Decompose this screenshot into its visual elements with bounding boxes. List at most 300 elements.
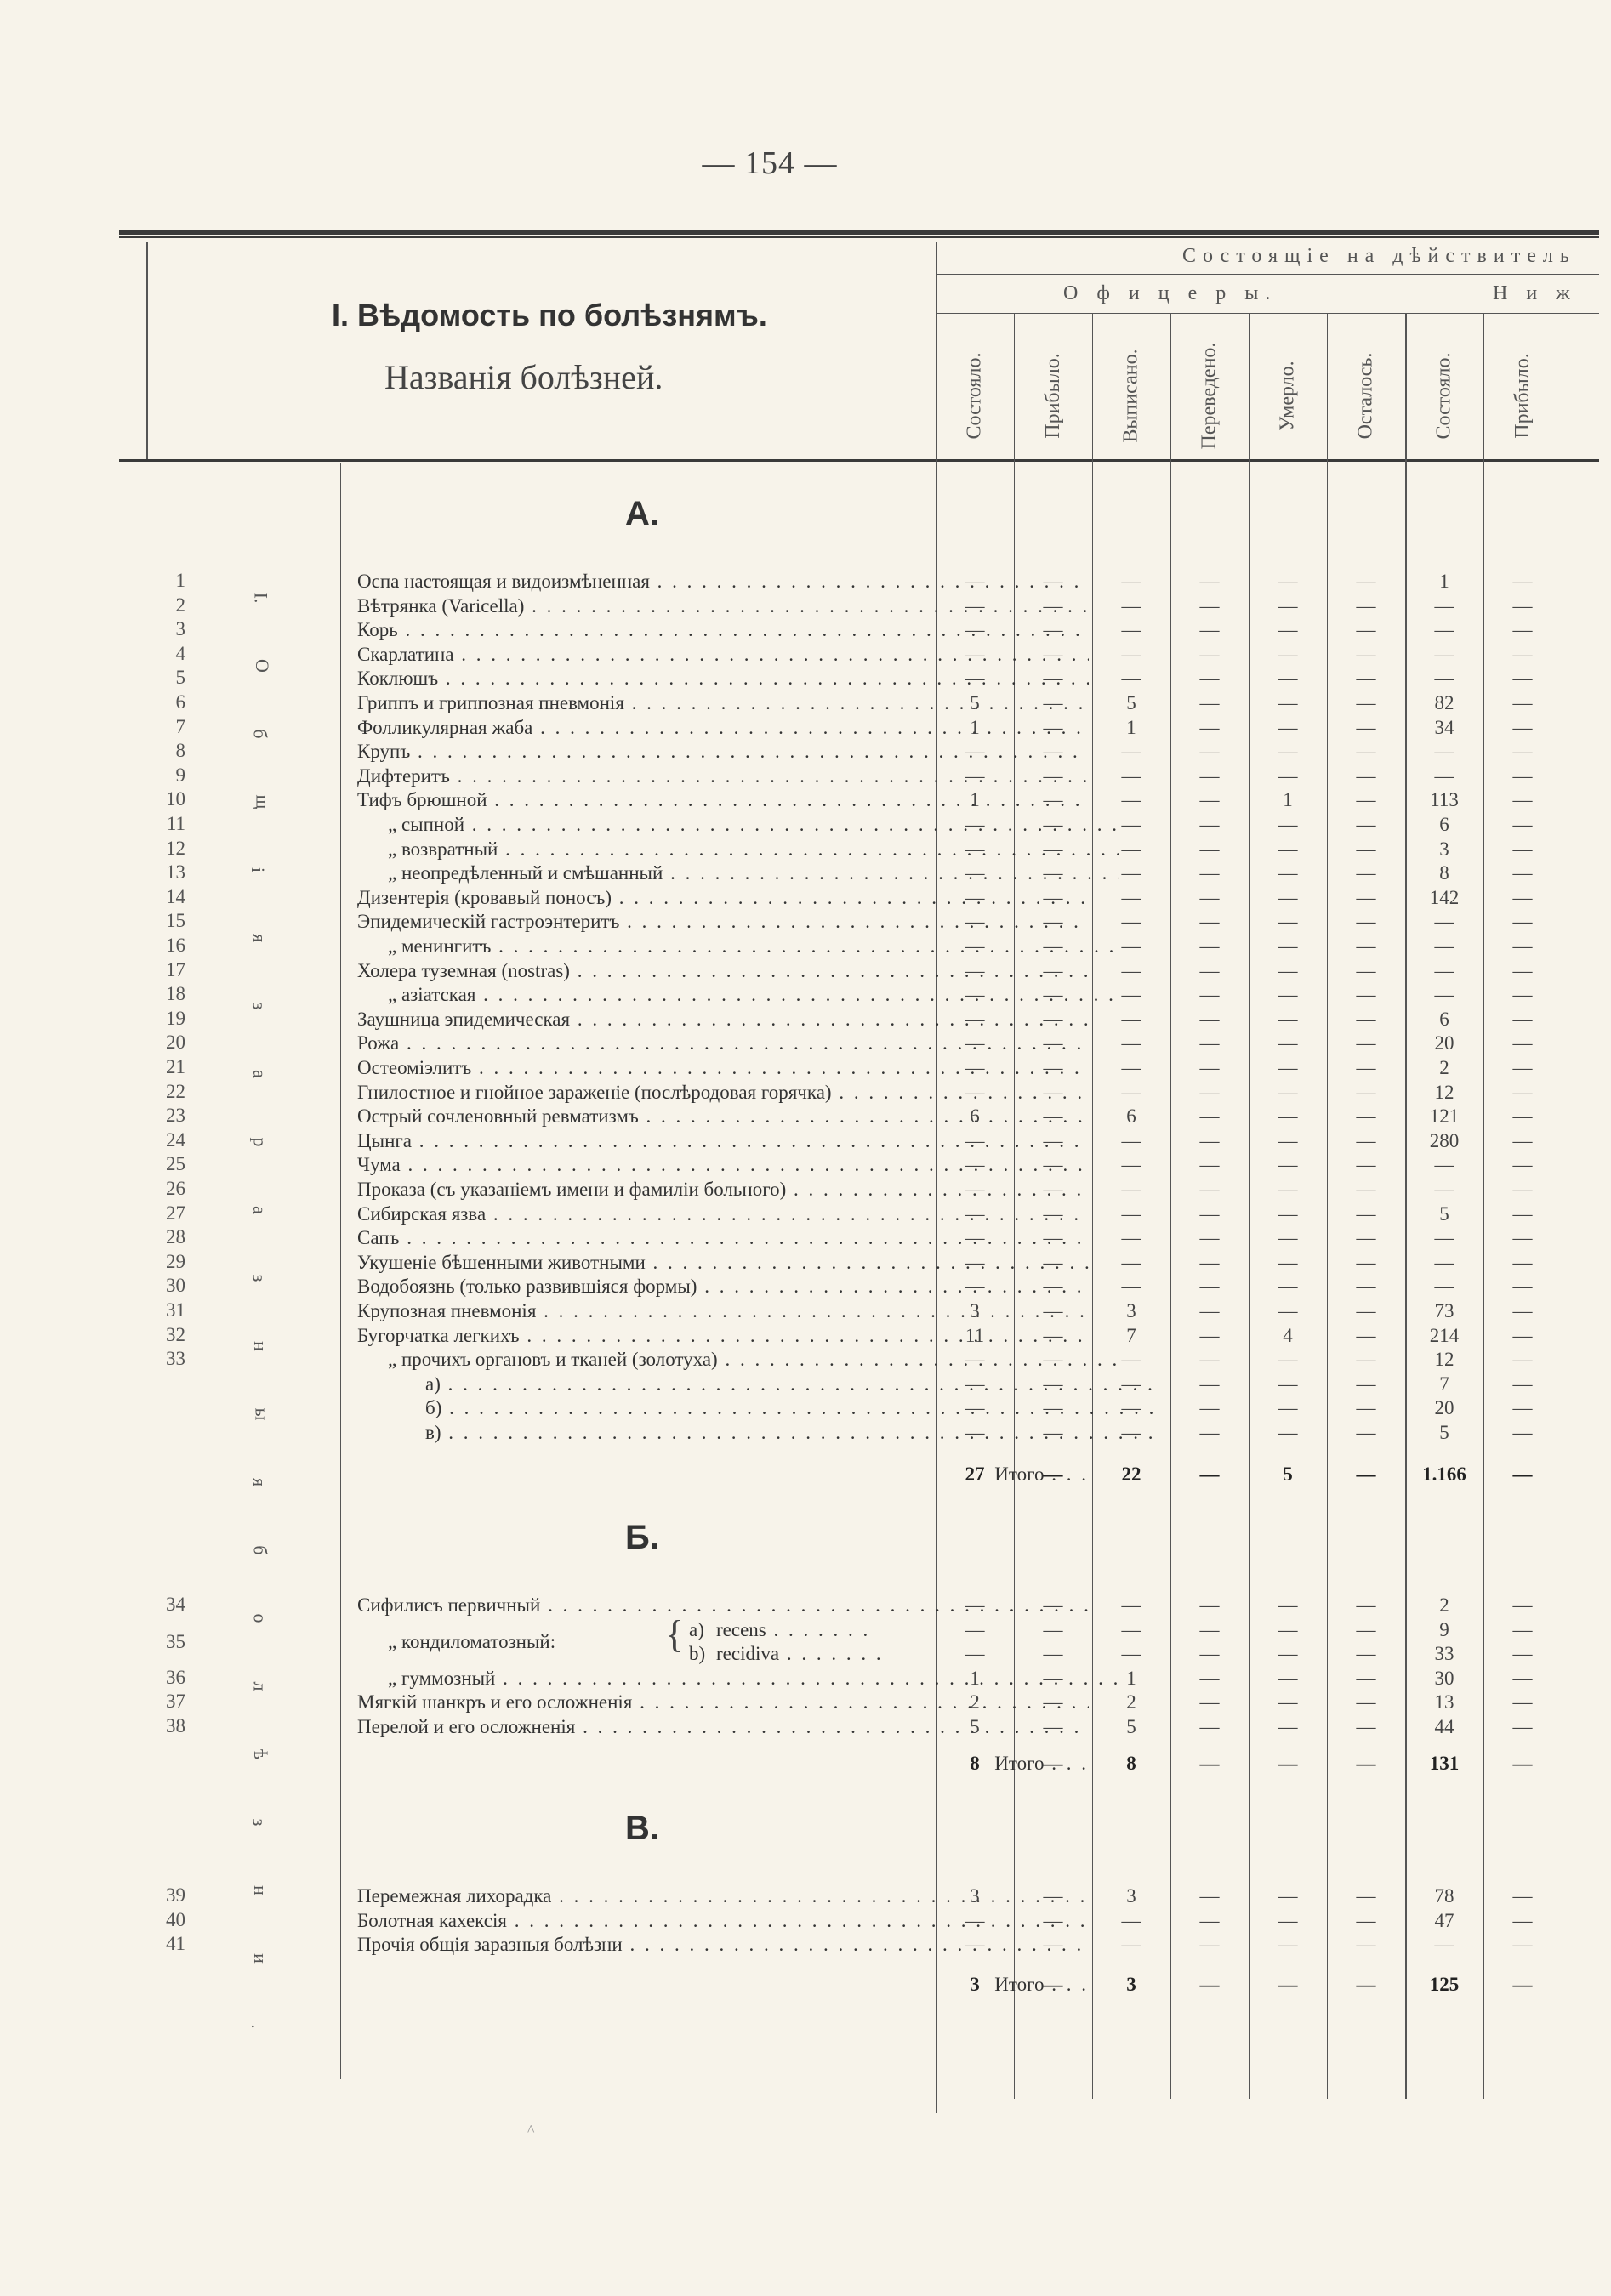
value-cell: 1 [970,716,980,738]
value-cell: — [965,1202,985,1225]
value-cell: — [1199,1397,1220,1419]
value-cell: — [1043,1885,1063,1907]
row-number: 32 [166,1323,185,1345]
value-cell: — [1278,1227,1298,1249]
value-cell: — [1278,1934,1298,1956]
disease-name: Крупозная пневмонія . . . [357,1299,1089,1323]
value-cell: — [1199,1667,1220,1689]
value-cell: 5 [1439,1422,1449,1443]
value-cell: — [965,1349,985,1371]
value-cell: — [1356,1643,1376,1665]
value-cell: — [965,643,985,665]
value-cell: — [1278,1618,1298,1640]
table-row [153,1031,1582,1055]
value-cell: 142 [1429,886,1460,908]
value-cell: — [965,571,985,592]
value-cell: — [1121,1008,1141,1030]
value-cell: — [1356,1227,1376,1249]
row-number: 29 [166,1250,185,1272]
value-cell: — [1512,1105,1533,1128]
disease-name: Коклюшъ . . . [357,667,1089,691]
value-cell: — [1512,959,1533,981]
table-row [153,764,1582,788]
row-number: 10 [166,788,185,810]
disease-name: в) . . . [425,1421,1157,1445]
row-number: 8 [175,740,185,762]
table-row [153,1909,1582,1933]
total-value-cell: 8 [970,1753,980,1774]
value-cell: — [1199,1129,1220,1151]
total-row [153,1752,1582,1776]
value-cell: — [1278,1643,1298,1665]
value-cell: 7 [1439,1372,1449,1395]
total-value-cell: — [1512,1753,1533,1774]
value-cell: — [1434,959,1454,981]
value-cell: — [1278,643,1298,665]
row-number: 9 [175,764,185,786]
value-cell: — [1356,1008,1376,1030]
value-cell: — [1199,692,1220,713]
table-row [153,861,1582,885]
value-cell: — [1278,1179,1298,1200]
value-cell: — [1199,1594,1220,1616]
value-cell: 1 [1126,1667,1136,1689]
table-row [153,618,1582,642]
value-cell: — [1043,862,1063,884]
section-b: Б. [625,1519,659,1556]
value-cell: — [1278,594,1298,617]
row-number: 3 [175,618,185,640]
value-cell: — [1278,1081,1298,1103]
value-cell: — [1121,1057,1141,1078]
total-value-cell: 3 [1126,1974,1136,1995]
vertical-label-char: з [248,1818,270,1827]
value-cell: — [1278,1154,1298,1176]
table-title: I. Вѣдомость по болѣзнямъ. [332,298,767,332]
vertical-label-char: ы [251,1407,273,1421]
value-cell: — [1278,1129,1298,1151]
value-cell: — [1512,1276,1533,1298]
table-row [153,1691,1582,1714]
value-cell: — [1512,716,1533,738]
value-cell: — [1199,838,1220,860]
total-value-cell: 8 [1126,1753,1136,1774]
table-row [153,667,1582,691]
value-cell: — [1356,692,1376,713]
disease-name: Болотная кахексія . . . [357,1909,1089,1933]
value-cell: — [1512,668,1533,690]
value-cell: — [1512,1202,1533,1225]
total-value-cell: — [1356,1753,1376,1774]
value-cell: — [1278,668,1298,690]
value-cell: 1 [1126,716,1136,738]
disease-name: Перемежная лихорадка . . . [357,1884,1089,1908]
value-cell: — [1199,862,1220,884]
value-cell: — [1043,1300,1063,1321]
disease-name: Цынга . . . [357,1129,1089,1153]
value-cell: — [965,959,985,981]
value-cell: — [1434,643,1454,665]
value-cell: — [1356,789,1376,811]
value-cell: — [1512,935,1533,957]
value-cell: — [1043,1716,1063,1737]
value-cell: — [1199,984,1220,1006]
value-cell: — [1278,984,1298,1006]
row-number: 20 [166,1031,185,1054]
value-cell: — [1434,935,1454,957]
column-header [1483,332,1562,459]
column-header-label: Умерло. [1276,360,1299,431]
value-cell: — [1434,1227,1454,1249]
value-cell: — [1043,1057,1063,1078]
value-cell: — [1121,1179,1141,1200]
table-row [153,1715,1582,1739]
value-cell: — [1434,911,1454,933]
vertical-label-char: и [249,1953,271,1964]
value-cell: — [1121,935,1141,957]
value-cell: 2 [1439,1594,1449,1616]
table-row [153,1081,1582,1105]
disease-name: Рожа . . . [357,1031,1089,1055]
value-cell: — [1512,1716,1533,1737]
value-cell: — [1199,1885,1220,1907]
value-cell: — [1121,1934,1141,1956]
table-row [153,910,1582,934]
row-number: 26 [166,1178,185,1199]
value-cell: — [1121,571,1141,592]
value-cell: — [1434,984,1454,1006]
value-cell: — [965,1251,985,1273]
corner-mark: ^ [527,2122,535,2139]
value-cell: — [1043,1202,1063,1225]
value-cell: — [965,1372,985,1395]
value-cell: — [1356,1202,1376,1225]
value-cell: — [1434,764,1454,787]
table-row [153,1251,1582,1275]
value-cell: — [1043,571,1063,592]
vertical-label-char: ѣ [249,1749,271,1759]
disease-name: Оспа настоящая и видоизмѣненная . . . [357,570,1089,594]
value-cell: — [1121,984,1141,1006]
value-cell: — [965,838,985,860]
value-cell: — [965,1909,985,1931]
disease-name: „ неопредѣленный и смѣшанный . . . [388,861,1119,885]
row-number: 30 [166,1275,185,1297]
column-header [1170,332,1249,459]
value-cell: — [1121,789,1141,811]
disease-name: Гнилостное и гнойное зараженіе (послѣродовая горячка) . . . [357,1081,1089,1105]
value-cell: — [1356,1667,1376,1689]
table-row [153,1153,1582,1177]
disease-name: Гриппъ и гриппозная пневмонія . . . [357,691,1089,715]
value-cell: — [1434,1934,1454,1956]
table-row [153,1324,1582,1348]
vertical-label-char: б [249,729,271,739]
disease-name: Проказа (съ указаніемъ имени и фамиліи больного) . . . [357,1178,1089,1202]
value-cell: — [1121,1594,1141,1616]
value-cell: — [1199,594,1220,617]
value-cell: — [1278,1716,1298,1737]
value-cell: 3 [970,1885,980,1907]
value-cell: — [1043,1643,1063,1665]
value-cell: — [1356,1422,1376,1443]
value-cell: — [1121,1276,1141,1298]
column-header-label: Состояло. [1432,352,1455,439]
value-cell: 1 [1439,571,1449,592]
value-cell: — [1043,594,1063,617]
value-cell: 20 [1434,1032,1454,1054]
value-cell: — [1199,1008,1220,1030]
value-cell: — [1512,1934,1533,1956]
row-number: 15 [166,910,185,932]
value-cell: 2 [1126,1691,1136,1713]
value-cell: — [1512,692,1533,713]
value-cell: — [1043,1909,1063,1931]
value-cell: — [1043,935,1063,957]
value-cell: — [1278,1105,1298,1128]
value-cell: — [1043,1934,1063,1956]
value-cell: — [1512,1594,1533,1616]
vertical-label-char: о [249,1613,271,1623]
total-value-cell: — [1199,1974,1220,1995]
value-cell: — [1356,668,1376,690]
value-cell: 5 [970,1716,980,1737]
value-cell: — [1199,935,1220,957]
value-cell: — [1199,1032,1220,1054]
value-cell: — [1356,911,1376,933]
value-cell: — [1278,1032,1298,1054]
value-cell: — [1043,1105,1063,1128]
value-cell: — [1121,814,1141,835]
value-cell: — [1278,911,1298,933]
row-number: 4 [175,642,185,664]
total-value-cell: 5 [1283,1463,1293,1485]
value-cell: — [1199,619,1220,641]
row-number: 2 [175,594,185,616]
table-row [153,1299,1582,1323]
value-cell: — [1278,764,1298,787]
subgroup-rule [936,313,1599,314]
total-value-cell: 3 [970,1974,980,1995]
brace-icon: { [665,1611,685,1656]
column-header-label: Переведено. [1198,342,1221,449]
value-cell: — [1043,984,1063,1006]
value-cell: — [1356,1032,1376,1054]
table-row [153,1202,1582,1226]
value-cell: — [1356,1081,1376,1103]
value-cell: — [1199,716,1220,738]
value-cell: — [1199,814,1220,835]
value-cell: — [1512,862,1533,884]
value-cell: — [1121,1032,1141,1054]
value-cell: — [1356,594,1376,617]
total-value-cell: 1.166 [1422,1463,1466,1485]
value-cell: — [1121,1618,1141,1640]
value-cell: — [1121,1909,1141,1931]
value-cell: — [1121,741,1141,763]
disease-name: Прочія общія заразныя болѣзни . . . [357,1933,1089,1957]
value-cell: — [1278,1202,1298,1225]
value-cell: — [965,1594,985,1616]
value-cell: — [965,1081,985,1103]
value-cell: — [1043,1667,1063,1689]
total-value-cell: — [1199,1753,1220,1774]
value-cell: — [1512,1618,1533,1640]
value-cell: — [1434,1179,1454,1200]
value-cell: — [1356,619,1376,641]
row-number: 11 [166,813,185,834]
value-cell: — [1356,1372,1376,1395]
table-row [153,594,1582,618]
column-header-label: Прибыло. [1511,352,1534,439]
vertical-label-char: р [249,1137,271,1147]
total-value-cell: 125 [1429,1974,1460,1995]
value-cell: 5 [970,692,980,713]
value-cell: 12 [1434,1349,1454,1371]
value-cell: — [1512,886,1533,908]
subtype-name: recens . . . [716,1618,870,1642]
value-cell: — [965,594,985,617]
value-cell: — [1043,1349,1063,1371]
value-cell: — [1512,1667,1533,1689]
value-cell: — [1512,1227,1533,1249]
value-cell: — [1356,886,1376,908]
value-cell: — [1278,862,1298,884]
value-cell: 3 [1126,1300,1136,1321]
value-cell: — [965,1643,985,1665]
value-cell: — [1512,1081,1533,1103]
total-value-cell: 131 [1429,1753,1460,1774]
value-cell: — [1356,571,1376,592]
value-cell: — [1278,886,1298,908]
value-cell: — [1199,886,1220,908]
value-cell: — [1356,1129,1376,1151]
value-cell: — [965,1154,985,1176]
value-cell: — [1199,741,1220,763]
value-cell: — [1356,1885,1376,1907]
table-row [153,1226,1582,1250]
value-cell: 12 [1434,1081,1454,1103]
value-cell: 3 [1439,838,1449,860]
value-cell: — [1512,1422,1533,1443]
value-cell: — [1278,1251,1298,1273]
disease-name: Фолликулярная жаба . . . [357,716,1089,740]
table-row [153,716,1582,740]
vertical-label-char: . [247,2024,269,2029]
value-cell: — [1199,1643,1220,1665]
total-label: Итого . . . [366,1752,1089,1776]
vertical-label-char: з [248,1274,270,1282]
value-cell: — [1121,1349,1141,1371]
value-cell: — [1512,911,1533,933]
disease-name: Тифъ брюшной . . . [357,788,1089,812]
value-cell: — [1512,1324,1533,1346]
row-number: 33 [166,1348,185,1370]
value-cell: — [1121,1081,1141,1103]
value-cell: — [965,1032,985,1054]
value-cell: — [1043,1154,1063,1176]
value-cell: — [1043,764,1063,787]
value-cell: 6 [1439,1008,1449,1030]
value-cell: — [965,1618,985,1640]
value-cell: — [1121,1154,1141,1176]
value-cell: — [1043,1081,1063,1103]
value-cell: — [1278,1667,1298,1689]
disease-name: Скарлатина . . . [357,643,1089,667]
vertical-label-char: н [249,1885,271,1895]
value-cell: — [965,1057,985,1078]
value-cell: 13 [1434,1691,1454,1713]
value-cell: — [1278,1691,1298,1713]
table-row [153,643,1582,667]
value-cell: 280 [1429,1129,1460,1151]
disease-name: Холера туземная (nostras) . . . [357,959,1089,983]
value-cell: — [1356,984,1376,1006]
row-number: 6 [175,691,185,713]
value-cell: — [1199,959,1220,981]
value-cell: 11 [965,1324,985,1346]
value-cell: — [1043,959,1063,981]
value-cell: 5 [1126,1716,1136,1737]
value-cell: 5 [1439,1202,1449,1225]
value-cell: 34 [1434,716,1454,738]
value-cell: — [1512,1057,1533,1078]
table-row [153,740,1582,764]
vertical-label-char: я [249,933,271,943]
disease-name: „ сыпной . . . [388,813,1119,837]
value-cell: — [1278,935,1298,957]
value-cell: — [1043,1251,1063,1273]
section-v: В. [625,1810,659,1847]
value-cell: — [1512,1008,1533,1030]
value-cell: 33 [1434,1643,1454,1665]
row-number: 17 [166,958,185,980]
value-cell: — [965,1422,985,1443]
disease-name: б) . . . [425,1396,1157,1420]
value-cell: 2 [1439,1057,1449,1078]
value-cell: — [1043,1422,1063,1443]
value-cell: — [1278,1885,1298,1907]
table-divider [146,242,148,459]
disease-name: Острый сочленовный ревматизмъ . . . [357,1105,1089,1128]
value-cell: — [1434,619,1454,641]
value-cell: — [1356,716,1376,738]
value-cell: 5 [1126,692,1136,713]
value-cell: — [1356,862,1376,884]
value-cell: 214 [1429,1324,1460,1346]
value-cell: 1 [970,789,980,811]
value-cell: — [1199,1057,1220,1078]
subtype-name: recidiva . . . [716,1642,884,1666]
value-cell: — [1043,716,1063,738]
value-cell: — [1356,1691,1376,1713]
total-value-cell: 27 [965,1463,985,1485]
value-cell: — [1121,668,1141,690]
value-cell: — [1356,1251,1376,1273]
value-cell: — [1512,1909,1533,1931]
value-cell: — [1043,668,1063,690]
value-cell: — [1199,1154,1220,1176]
row-number: 36 [166,1666,185,1688]
value-cell: 4 [1283,1324,1293,1346]
value-cell: 3 [970,1300,980,1321]
value-cell: 44 [1434,1716,1454,1737]
value-cell: 20 [1434,1397,1454,1419]
value-cell: — [965,1276,985,1298]
value-cell: — [965,935,985,957]
value-cell: — [1043,1032,1063,1054]
column-header-label: Состояло. [963,352,986,439]
